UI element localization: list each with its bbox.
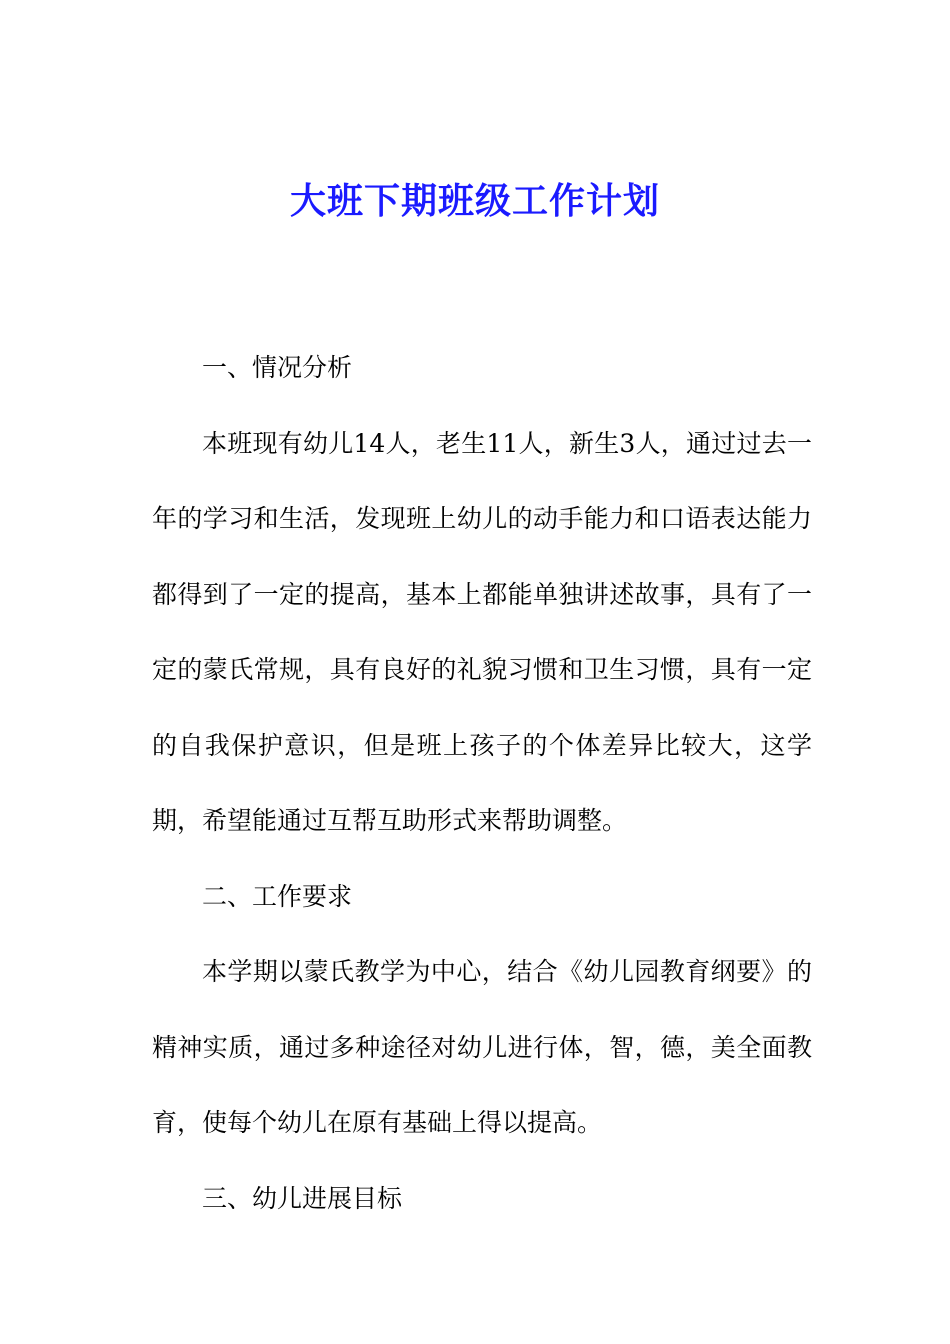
section-heading-situation-analysis: 一、情况分析 <box>202 353 353 382</box>
section-heading-development-goals: 三、幼儿进展目标 <box>202 1183 403 1213</box>
document-title: 大班下期班级工作计划 <box>289 181 660 222</box>
document-body <box>152 330 812 1236</box>
paragraph-situation-analysis: 本班现有幼儿14人，老生11人，新生3人，通过过去一年的学习和生活，发现班上幼儿的动手能力和口语表达能力都得到了一定的提高，基本上都能单独讲述故事，具有了一定的蒙氏常规，具有良好的礼貌习惯和卫生习惯，具有一定的自我保护意识，但是班上孩子的个体差异比较大，这学期，希望能通过互帮互助形式来帮助调整。 <box>152 428 812 835</box>
section-heading-work-requirements: 二、工作要求 <box>202 881 353 911</box>
paragraph-work-requirements: 本学期以蒙氏教学为中心，结合《幼儿园教育纲要》的精神实质，通过多种途径对幼儿进行体，智，德，美全面教育，使每个幼儿在原有基础上得以提高。 <box>152 957 812 1137</box>
